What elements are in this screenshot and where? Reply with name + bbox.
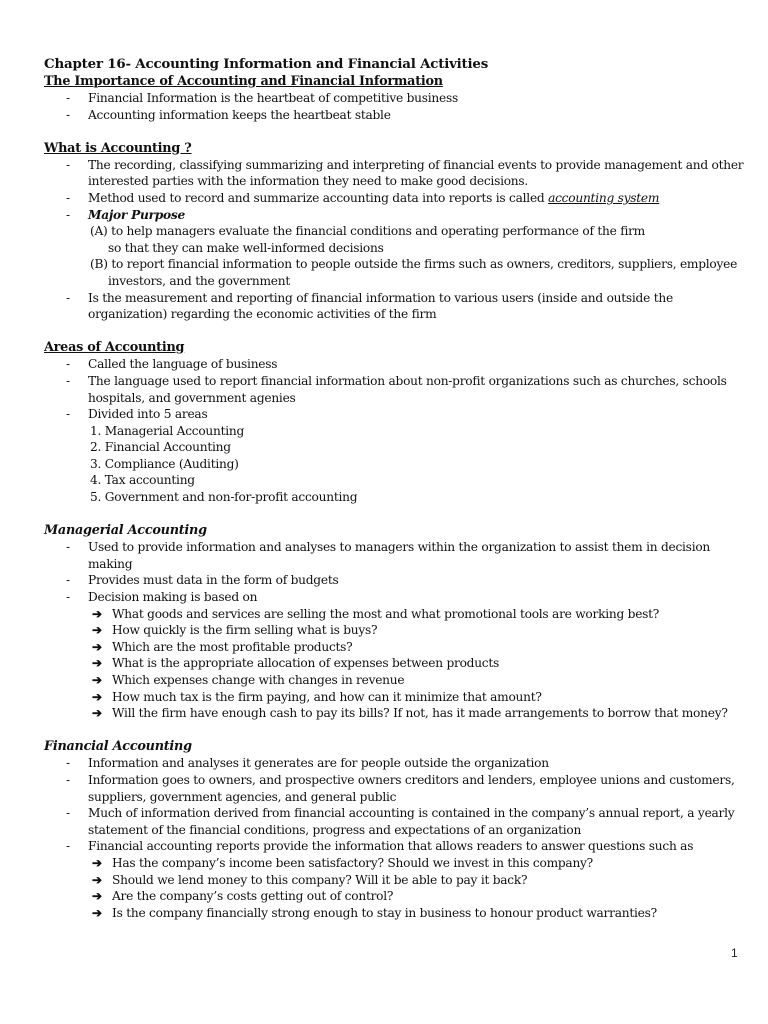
purpose-b: (B) to report financial information to people outside the firms such as owners, creditors, suppliers, employee bbox=[90, 257, 738, 272]
arrow-icon: ➔ bbox=[92, 623, 102, 638]
arrow-icon: ➔ bbox=[92, 606, 102, 621]
bullet-item: - Called the language of business bbox=[66, 357, 278, 372]
numbered-item: 1. Managerial Accounting bbox=[90, 423, 245, 438]
arrow-item: ➔ Are the company’s costs getting out of control? bbox=[92, 889, 394, 904]
purpose-a: (A) to help managers evaluate the financial conditions and operating performance of the firm bbox=[90, 224, 645, 239]
purpose-a-continued: so that they can make well-informed decisions bbox=[108, 240, 384, 255]
arrow-item: ➔ Which expenses change with changes in revenue bbox=[92, 673, 405, 687]
section-heading-managerial: Managerial Accounting bbox=[44, 523, 207, 539]
arrow-item: ➔ Should we lend money to this company? Will it be able to pay it back? bbox=[92, 872, 528, 887]
arrow-icon: ➔ bbox=[92, 656, 102, 671]
numbered-item: 5. Government and non-for-profit accounting bbox=[90, 490, 358, 505]
section-heading-financial: Financial Accounting bbox=[44, 739, 192, 755]
bullet-item: - Information and analyses it generates are for people outside the organization bbox=[66, 756, 549, 771]
arrow-item: ➔ Has the company’s income been satisfactory? Should we invest in this company? bbox=[92, 855, 593, 870]
bullet-item: - Accounting information keeps the heartbeat stable bbox=[66, 107, 391, 122]
arrow-icon: ➔ bbox=[92, 673, 102, 687]
arrow-icon: ➔ bbox=[92, 872, 102, 887]
section-heading-what-is-accounting: What is Accounting ? bbox=[44, 140, 192, 156]
arrow-icon: ➔ bbox=[92, 855, 102, 870]
arrow-item: ➔ How much tax is the firm paying, and how can it minimize that amount? bbox=[92, 689, 542, 704]
arrow-item: ➔ Is the company financially strong enough to stay in business to honour product warranties? bbox=[92, 905, 657, 920]
arrow-item: ➔ What goods and services are selling the most and what promotional tools are working best? bbox=[92, 606, 660, 621]
bullet-item: - Divided into 5 areas bbox=[66, 407, 208, 422]
bullet-item: - Financial accounting reports provide the information that allows readers to answer questions such as bbox=[66, 839, 694, 854]
bullet-item: - Provides must data in the form of budgets bbox=[66, 573, 339, 588]
arrow-icon: ➔ bbox=[92, 905, 102, 920]
arrow-item: ➔ Will the firm have enough cash to pay its bills? If not, has it made arrangements to borrow that money? bbox=[92, 706, 728, 721]
chapter-title: Chapter 16- Accounting Information and Financial Activities bbox=[44, 56, 489, 72]
numbered-item: 2. Financial Accounting bbox=[90, 440, 231, 455]
bullet-item: - Is the measurement and reporting of financial information to various users (inside and outside the organization) regarding the economic activities of the firm bbox=[66, 290, 673, 322]
arrow-item: ➔ What is the appropriate allocation of expenses between products bbox=[92, 656, 500, 671]
bullet-item: - Used to provide information and analyses to managers within the organization to assist them in decision making bbox=[66, 540, 711, 571]
arrow-icon: ➔ bbox=[92, 889, 102, 904]
section-heading-areas: Areas of Accounting bbox=[44, 340, 185, 356]
bullet-item: - Financial Information is the heartbeat of competitive business bbox=[66, 91, 458, 105]
arrow-icon: ➔ bbox=[92, 689, 102, 704]
arrow-item: ➔ How quickly is the firm selling what is buys? bbox=[92, 623, 378, 638]
page-number: 1 bbox=[731, 946, 738, 960]
arrow-icon: ➔ bbox=[92, 706, 102, 721]
bullet-item: - Decision making is based on bbox=[66, 590, 258, 605]
numbered-item: 4. Tax accounting bbox=[90, 473, 195, 488]
section-heading-importance: The Importance of Accounting and Financial Information bbox=[44, 74, 443, 89]
bullet-item: - The recording, classifying summarizing and interpreting of financial events to provide management and other interested parties with the information they need to make good decisions. bbox=[66, 157, 744, 189]
arrow-item: ➔ Which are the most profitable products? bbox=[92, 639, 353, 654]
bullet-item: - The language used to report financial information about non-profit organizations such as churches, schools hospitals, and government agenies bbox=[66, 373, 727, 405]
arrow-icon: ➔ bbox=[92, 639, 102, 654]
bullet-item: - Major Purpose bbox=[66, 207, 186, 222]
bullet-item: - Much of information derived from financial accounting is contained in the company’s annual report, a yearly statement of the financial conditions, progress and expectations of an organization bbox=[66, 806, 735, 837]
purpose-b-continued: investors, and the government bbox=[108, 273, 290, 288]
numbered-item: 3. Compliance (Auditing) bbox=[90, 456, 239, 471]
bullet-item: - Information goes to owners, and prospective owners creditors and lenders, employee unions and customers, suppliers, government agencies, and general public bbox=[66, 772, 735, 804]
bullet-item: - Method used to record and summarize accounting data into reports is called accounting system bbox=[66, 190, 660, 205]
accounting-system-link[interactable]: accounting system bbox=[548, 190, 660, 205]
document-body bbox=[44, 54, 744, 921]
